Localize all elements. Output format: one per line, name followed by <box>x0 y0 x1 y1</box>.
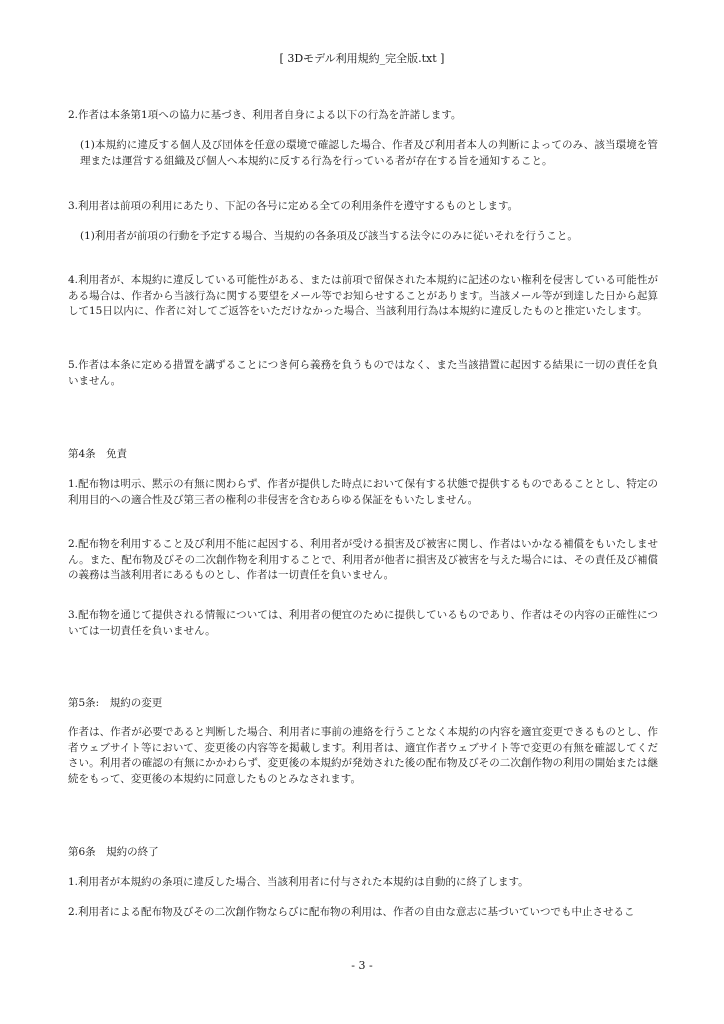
paragraph-2-permission: 2.作者は本条第1項への協力に基づき、利用者自身による以下の行為を許諾します。 <box>68 109 462 121</box>
paragraph-4-notice: 4.利用者が、本規約に違反している可能性がある、または前項で留保された本規約に記述のない権利を侵害している可能性がある場合は、作者から当該行為に関する要望をメール等でお知らせすることがあります。当該メール等が到達した日から起算して15日以内に、作者に対してご返答をいただけなかった場合、当該利用行為は本規約に違反したものと推定いたします。 <box>68 274 658 317</box>
article-6-paragraph-2: 2.利用者による配布物及びその二次創作物ならびに配布物の利用は、作者の自由な意志に基づいていつでも中止させるこ <box>68 906 635 918</box>
document-header-filename: [ 3Dモデル利用規約_完全版.txt ] <box>279 52 445 65</box>
paragraph-3-conditions: 3.利用者は前項の利用にあたり、下記の各号に定める全ての利用条件を遵守するものとします。 <box>68 200 519 212</box>
paragraph-3-item-1: (1)利用者が前項の行動を予定する場合、当規約の各条項及び該当する法令にのみに従いそれを行うこと。 <box>80 230 578 242</box>
article-6-paragraph-1: 1.利用者が本規約の条項に違反した場合、当該利用者に付与された本規約は自動的に終了します。 <box>68 876 529 888</box>
paragraph-5-no-obligation: 5.作者は本条に定める措置を講ずることにつき何ら義務を負うものではなく、また当該措置に起因する結果に一切の責任を負いません。 <box>68 359 658 387</box>
article-5-paragraph: 作者は、作者が必要であると判断した場合、利用者に事前の連絡を行うことなく本規約の内容を適宜変更できるものとし、作者ウェブサイト等において、変更後の内容等を掲載します。利用者は、適宜作者ウェブサイト等で変更の有無を確認してください。利用者の確認の有無にかかわらず、変更後の本規約が発効された後の配布物及びその二次創作物の利用の開始または継続をもって、変更後の本規約に同意したものとみなされます。 <box>68 726 658 785</box>
article-4-paragraph-2: 2.配布物を利用すること及び利用不能に起因する、利用者が受ける損害及び被害に関し、作者はいかなる補償をもいたしません。また、配布物及びその二次創作物を利用することで、利用者が他者に損害及び被害を与えた場合には、その責任及び補償の義務は当該利用者にあるものとし、作者は一切責任を負いません。 <box>68 538 658 581</box>
article-4-paragraph-3: 3.配布物を通じて提供される情報については、利用者の便宜のために提供しているものであり、作者はその内容の正確性については一切責任を負いません。 <box>68 609 658 637</box>
section-heading-article-6: 第6条 規約の終了 <box>68 846 159 858</box>
paragraph-2-item-1: (1)本規約に違反する個人及び団体を任意の環境で確認した場合、作者及び利用者本人の判断によってのみ、該当環境を管理または運営する組織及び個人へ本規約に反する行為を行っている者が存在する旨を通知すること。 <box>80 139 658 167</box>
page-number: - 3 - <box>351 959 373 972</box>
section-heading-article-5: 第5条: 規約の変更 <box>68 697 163 709</box>
article-4-paragraph-1: 1.配布物は明示、黙示の有無に関わらず、作者が提供した時点において保有する状態で提供するものであることとし、特定の利用目的への適合性及び第三者の権利の非侵害を含むあらゆる保証をもいたしません。 <box>68 478 658 506</box>
section-heading-article-4: 第4条 免責 <box>68 448 128 460</box>
